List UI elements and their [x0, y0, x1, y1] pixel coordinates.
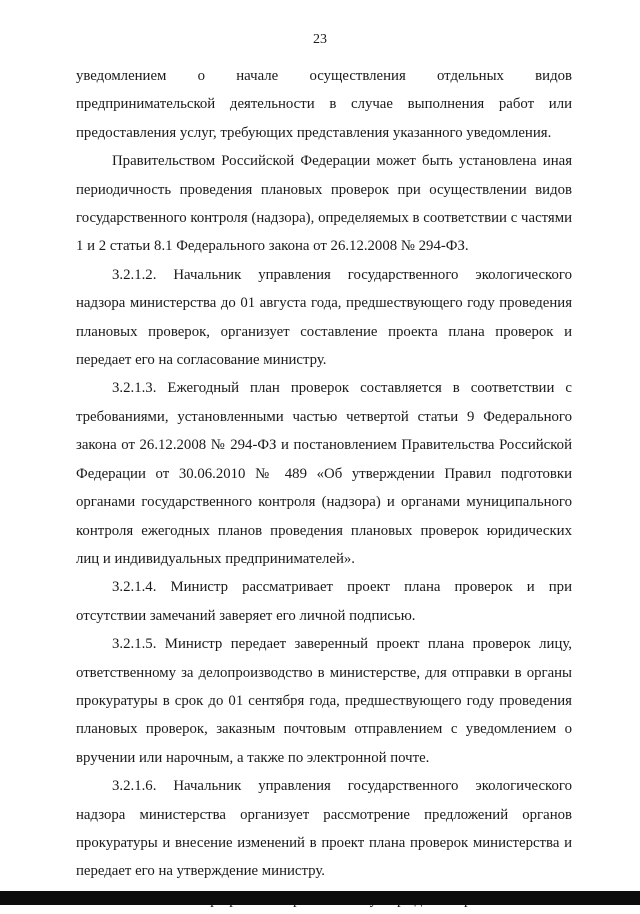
paragraph-3-2-1-2: 3.2.1.2. Начальник управления государственного экологического надзора министерства до 01 августа года, предшествующего году проведения плановых проверок, организует составление проекта плана проверок и передает его на согласование министру. — [76, 266, 572, 369]
document-body — [76, 62, 572, 914]
page-number: 23 — [313, 32, 327, 47]
paragraph-3-2-1-4: 3.2.1.4. Министр рассматривает проект плана проверок и при отсутствии замечаний заверяет его личной подписью. — [76, 579, 572, 624]
paragraph-3-2-1-6: 3.2.1.6. Начальник управления государственного экологического надзора министерства организует рассмотрение предложений органов прокуратуры и внесение изменений в проект плана проверок министерства и передает его на утверждение министру. — [76, 778, 572, 880]
paragraph-periodicity: Правительством Российской Федерации может быть установлена иная периодичность проведения плановых проверок при осуществлении видов государственного контроля (надзора), определяемых в соответствии с частями 1 и 2 статьи 8.1 Федерального закона от 26.12.2008 № 294-ФЗ. — [76, 153, 572, 255]
paragraph-3-2-1-3: 3.2.1.3. Ежегодный план проверок составляется в соответствии с требованиями, установленными частью четвертой статьи 9 Федерального закона от 26.12.2008 № 294-ФЗ и постановлением Правительства Российской Федерации от 30.06.2010 № 489 «Об утверждении Правил подготовки органами государственного контроля (надзора) и органами муниципального контроля ежегодных планов проведения плановых проверок юридических лиц и индивидуальных предпринимателей». — [76, 380, 572, 567]
paragraph-3-2-1-5: 3.2.1.5. Министр передает заверенный проект плана проверок лицу, ответственному за делопроизводство в министерстве, для отправки в органы прокуратуры в срок до 01 сентября года, предшествующего году проведения плановых проверок, заказным почтовым отправлением с уведомлением о вручении или нарочным, а также по электронной почте. — [76, 636, 572, 766]
paragraph-continuation: уведомлением о начале осуществления отдельных видов предпринимательской деятельности в случае выполнения работ или предоставления услуг, требующих представления указанного уведомления. — [76, 68, 572, 141]
scan-edge-bar — [0, 891, 640, 905]
